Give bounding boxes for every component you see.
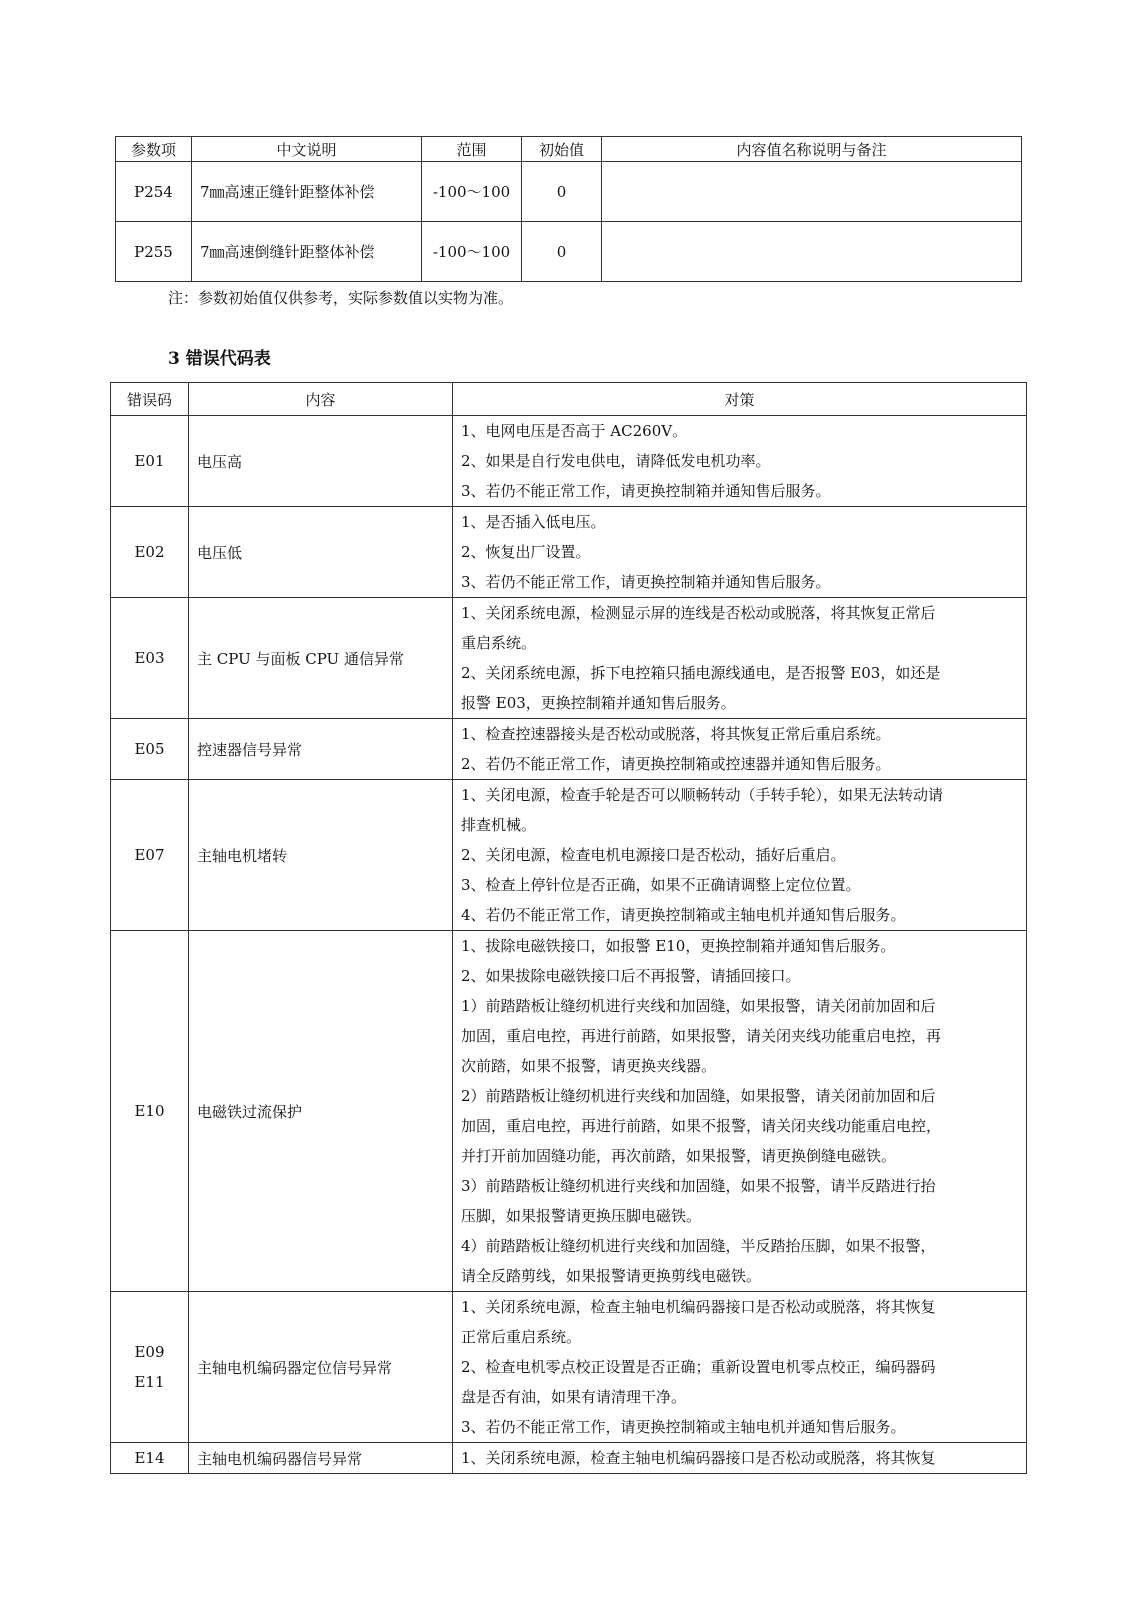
measure-line: 压脚，如果报警请更换压脚电磁铁。 [461, 1207, 702, 1225]
error-content: 电压低 [189, 507, 453, 598]
error-content: 主轴电机编码器定位信号异常 [189, 1292, 453, 1443]
error-content: 主轴电机堵转 [189, 780, 453, 931]
error-measures [453, 507, 1027, 598]
header-remark: 内容值名称说明与备注 [602, 137, 1022, 162]
measure-line: 2、关闭系统电源，拆下电控箱只插电源线通电，是否报警 E03，如还是 [461, 664, 941, 682]
table-row [116, 162, 1022, 222]
measure-line: 正常后重启系统。 [461, 1328, 582, 1346]
error-measures [453, 931, 1027, 1292]
error-content: 电磁铁过流保护 [189, 931, 453, 1292]
error-content: 电压高 [189, 416, 453, 507]
error-content: 主 CPU 与面板 CPU 通信异常 [189, 598, 453, 719]
error-code: E09 [134, 1343, 165, 1361]
param-initial-value: 0 [522, 222, 602, 282]
error-measures [453, 598, 1027, 719]
measure-line: 2、若仍不能正常工作，请更换控制箱或控速器并通知售后服务。 [461, 755, 891, 773]
measure-line: 盘是否有油，如果有请清理干净。 [461, 1388, 687, 1406]
measure-line: 3、若仍不能正常工作，请更换控制箱并通知售后服务。 [461, 573, 831, 591]
parameter-table [115, 136, 1022, 282]
table-row [111, 1443, 1027, 1474]
error-code-cell [111, 416, 189, 507]
measure-line: 4）前踏踏板让缝纫机进行夹线和加固缝，半反踏抬压脚，如果不报警， [461, 1237, 936, 1255]
table-row [116, 222, 1022, 282]
param-description: 7㎜高速倒缝针距整体补偿 [192, 222, 422, 282]
measure-line: 2、关闭电源，检查电机电源接口是否松动，插好后重启。 [461, 846, 846, 864]
error-code: E05 [134, 740, 165, 758]
error-code: E07 [134, 846, 165, 864]
measure-line: 2、检查电机零点校正设置是否正确；重新设置电机零点校正，编码器码 [461, 1358, 936, 1376]
measure-line: 2、如果拔除电磁铁接口后不再报警，请插回接口。 [461, 967, 801, 985]
measure-line: 3、若仍不能正常工作，请更换控制箱并通知售后服务。 [461, 482, 831, 500]
error-code-cell [111, 780, 189, 931]
header-error-code: 错误码 [111, 383, 189, 416]
error-measures [453, 780, 1027, 931]
error-code-cell [111, 931, 189, 1292]
measure-line: 4、若仍不能正常工作，请更换控制箱或主轴电机并通知售后服务。 [461, 906, 906, 924]
error-code-table [110, 382, 1027, 1474]
param-description: 7㎜高速正缝针距整体补偿 [192, 162, 422, 222]
table-row [111, 507, 1027, 598]
header-measures: 对策 [453, 383, 1027, 416]
error-code-cell [111, 1292, 189, 1443]
table-row [111, 931, 1027, 1292]
error-code: E11 [134, 1373, 165, 1391]
table-row [111, 598, 1027, 719]
error-measures [453, 416, 1027, 507]
measure-line: 1、检查控速器接头是否松动或脱落，将其恢复正常后重启系统。 [461, 725, 891, 743]
measure-line: 1、关闭系统电源，检测显示屏的连线是否松动或脱落，将其恢复正常后 [461, 604, 936, 622]
measure-line: 重启系统。 [461, 634, 537, 652]
measure-line: 3、若仍不能正常工作，请更换控制箱或主轴电机并通知售后服务。 [461, 1418, 906, 1436]
param-range: -100～100 [422, 222, 522, 282]
error-content: 主轴电机编码器信号异常 [189, 1443, 453, 1474]
error-code-cell [111, 598, 189, 719]
measure-line: 加固，重启电控，再进行前踏，如果不报警，请关闭夹线功能重启电控， [461, 1117, 942, 1135]
error-code: E03 [134, 649, 165, 667]
measure-line: 2）前踏踏板让缝纫机进行夹线和加固缝，如果报警，请关闭前加固和后 [461, 1087, 936, 1105]
param-code: P254 [116, 162, 192, 222]
table-row [111, 780, 1027, 931]
error-content: 控速器信号异常 [189, 719, 453, 780]
measure-line: 1、电网电压是否高于 AC260V。 [461, 422, 688, 440]
param-remark [602, 162, 1022, 222]
error-code: E01 [134, 452, 165, 470]
measure-line: 2、恢复出厂设置。 [461, 543, 591, 561]
param-code: P255 [116, 222, 192, 282]
measure-line: 报警 E03，更换控制箱并通知售后服务。 [461, 694, 736, 712]
error-measures [453, 1292, 1027, 1443]
error-code-cell [111, 507, 189, 598]
error-code: E02 [134, 543, 165, 561]
measure-line: 请全反踏剪线，如果报警请更换剪线电磁铁。 [461, 1267, 762, 1285]
measure-line: 2、如果是自行发电供电，请降低发电机功率。 [461, 452, 771, 470]
error-measures [453, 1443, 1027, 1474]
header-description: 中文说明 [192, 137, 422, 162]
error-code-cell [111, 719, 189, 780]
measure-line: 1、拔除电磁铁接口，如报警 E10，更换控制箱并通知售后服务。 [461, 937, 896, 955]
header-range: 范围 [422, 137, 522, 162]
error-measures [453, 719, 1027, 780]
parameter-table-header [116, 137, 1022, 162]
param-initial-value: 0 [522, 162, 602, 222]
table-row [111, 416, 1027, 507]
measure-line: 1、关闭电源，检查手轮是否可以顺畅转动（手转手轮），如果无法转动请 [461, 786, 944, 804]
measure-line: 1、关闭系统电源，检查主轴电机编码器接口是否松动或脱落，将其恢复 [461, 1298, 936, 1316]
section-title: 3 错误代码表 [168, 349, 271, 369]
error-code: E14 [134, 1449, 165, 1467]
param-remark [602, 222, 1022, 282]
measure-line: 并打开前加固缝功能，再次前踏，如果报警，请更换倒缝电磁铁。 [461, 1147, 897, 1165]
error-code-cell [111, 1443, 189, 1474]
param-range: -100～100 [422, 162, 522, 222]
table-row [111, 1292, 1027, 1443]
measure-line: 1）前踏踏板让缝纫机进行夹线和加固缝，如果报警，请关闭前加固和后 [461, 997, 936, 1015]
measure-line: 1、关闭系统电源，检查主轴电机编码器接口是否松动或脱落，将其恢复 [461, 1449, 936, 1467]
measure-line: 3）前踏踏板让缝纫机进行夹线和加固缝，如果不报警，请半反踏进行抬 [461, 1177, 936, 1195]
table-note: 注：参数初始值仅供参考，实际参数值以实物为准。 [168, 289, 514, 307]
header-content: 内容 [189, 383, 453, 416]
error-table-header [111, 383, 1027, 416]
measure-line: 次前踏，如果不报警，请更换夹线器。 [461, 1057, 717, 1075]
header-initial-value: 初始值 [522, 137, 602, 162]
table-row [111, 719, 1027, 780]
measure-line: 3、检查上停针位是否正确，如果不正确请调整上定位位置。 [461, 876, 861, 894]
header-param-code: 参数项 [116, 137, 192, 162]
measure-line: 加固，重启电控，再进行前踏，如果报警，请关闭夹线功能重启电控，再 [461, 1027, 942, 1045]
measure-line: 排查机械。 [461, 816, 537, 834]
error-code: E10 [134, 1102, 165, 1120]
measure-line: 1、是否插入低电压。 [461, 513, 606, 531]
